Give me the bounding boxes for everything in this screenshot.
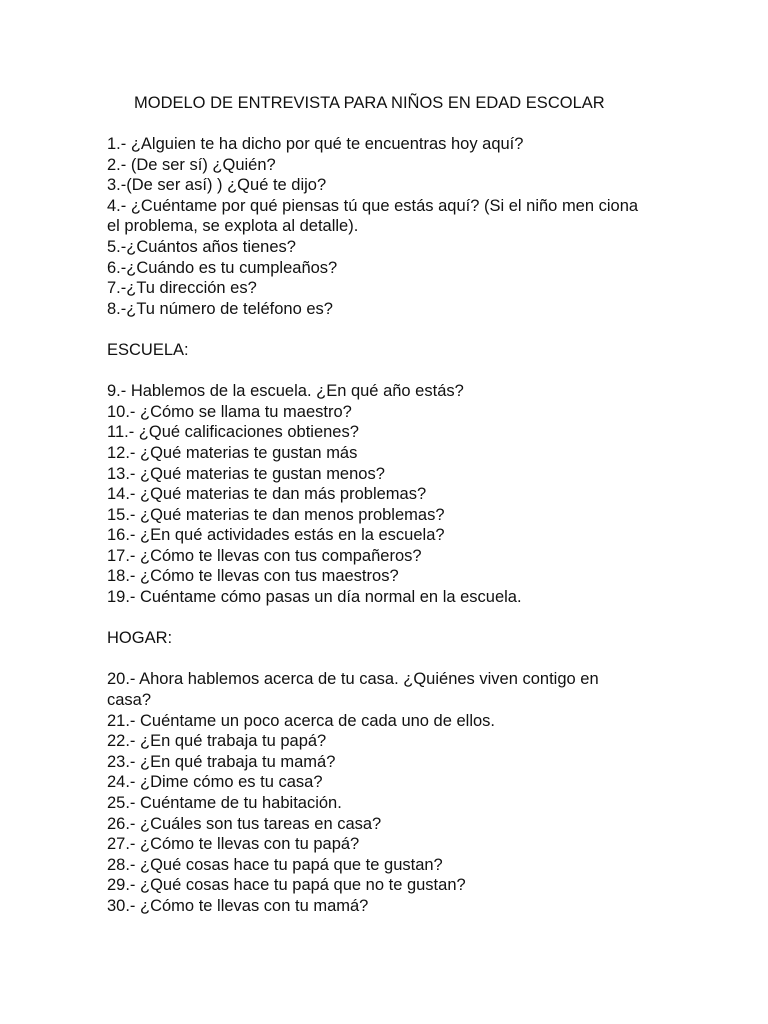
home-heading: HOGAR: (107, 629, 173, 648)
question-25: 25.- Cuéntame de tu habitación. (107, 794, 342, 812)
question-7: 7.-¿Tu dirección es? (107, 279, 257, 298)
question-14: 14.- ¿Qué materias te dan más problemas? (107, 485, 427, 504)
question-1: 1.- ¿Alguien te ha dicho por qué te encuentras hoy aquí? (107, 135, 524, 153)
question-15: 15.- ¿Qué materias te dan menos problemas? (107, 505, 445, 524)
section-gap (107, 319, 647, 340)
question-6: 6.-¿Cuándo es tu cumpleaños? (107, 258, 338, 277)
question-24: 24.- ¿Dime cómo es tu casa? (107, 773, 323, 792)
question-16: 16.- ¿En qué actividades estás en la escuela? (107, 526, 445, 545)
question-12: 12.- ¿Qué materias te gustan más (107, 443, 358, 462)
question-17: 17.- ¿Cómo te llevas con tus compañeros? (107, 546, 422, 565)
question-22: 22.- ¿En qué trabaja tu papá? (107, 732, 327, 751)
section-gap (107, 649, 647, 670)
document-title: MODELO DE ENTREVISTA PARA NIÑOS EN EDAD ESCOLAR (134, 94, 605, 112)
question-28: 28.- ¿Qué cosas hace tu papá que te gustan? (107, 855, 443, 874)
question-2: 2.- (De ser sí) ¿Quién? (107, 155, 276, 174)
question-10: 10.- ¿Cómo se llama tu maestro? (107, 402, 352, 421)
question-5: 5.-¿Cuántos años tienes? (107, 237, 296, 256)
question-13: 13.- ¿Qué materias te gustan menos? (107, 464, 385, 483)
document-body (107, 134, 647, 917)
question-27: 27.- ¿Cómo te llevas con tu papá? (107, 835, 360, 854)
question-8: 8.-¿Tu número de teléfono es? (107, 299, 333, 318)
question-9: 9.- Hablemos de la escuela. ¿En qué año estás? (107, 382, 464, 401)
question-19: 19.- Cuéntame cómo pasas un día normal en la escuela. (107, 588, 522, 607)
question-23: 23.- ¿En qué trabaja tu mamá? (107, 752, 336, 771)
question-30: 30.- ¿Cómo te llevas con tu mamá? (107, 896, 369, 915)
section-gap (107, 361, 647, 382)
question-26: 26.- ¿Cuáles son tus tareas en casa? (107, 814, 382, 833)
question-20: 20.- Ahora hablemos acerca de tu casa. ¿Quiénes viven contigo en casa? (107, 670, 599, 710)
school-question-list (107, 381, 647, 608)
question-29: 29.- ¿Qué cosas hace tu papá que no te gustan? (107, 876, 466, 895)
question-11: 11.- ¿Qué calificaciones obtienes? (107, 423, 359, 442)
school-heading: ESCUELA: (107, 340, 189, 359)
question-3: 3.-(De ser así) ) ¿Qué te dijo? (107, 176, 327, 195)
question-21: 21.- Cuéntame un poco acerca de cada uno de ellos. (107, 711, 496, 730)
intro-question-list (107, 134, 647, 319)
home-question-list (107, 669, 647, 916)
question-4: 4.- ¿Cuéntame por qué piensas tú que estás aquí? (Si el niño men ciona el problema, se explota al detalle). (107, 196, 639, 236)
question-18: 18.- ¿Cómo te llevas con tus maestros? (107, 567, 399, 586)
section-gap (107, 608, 647, 629)
